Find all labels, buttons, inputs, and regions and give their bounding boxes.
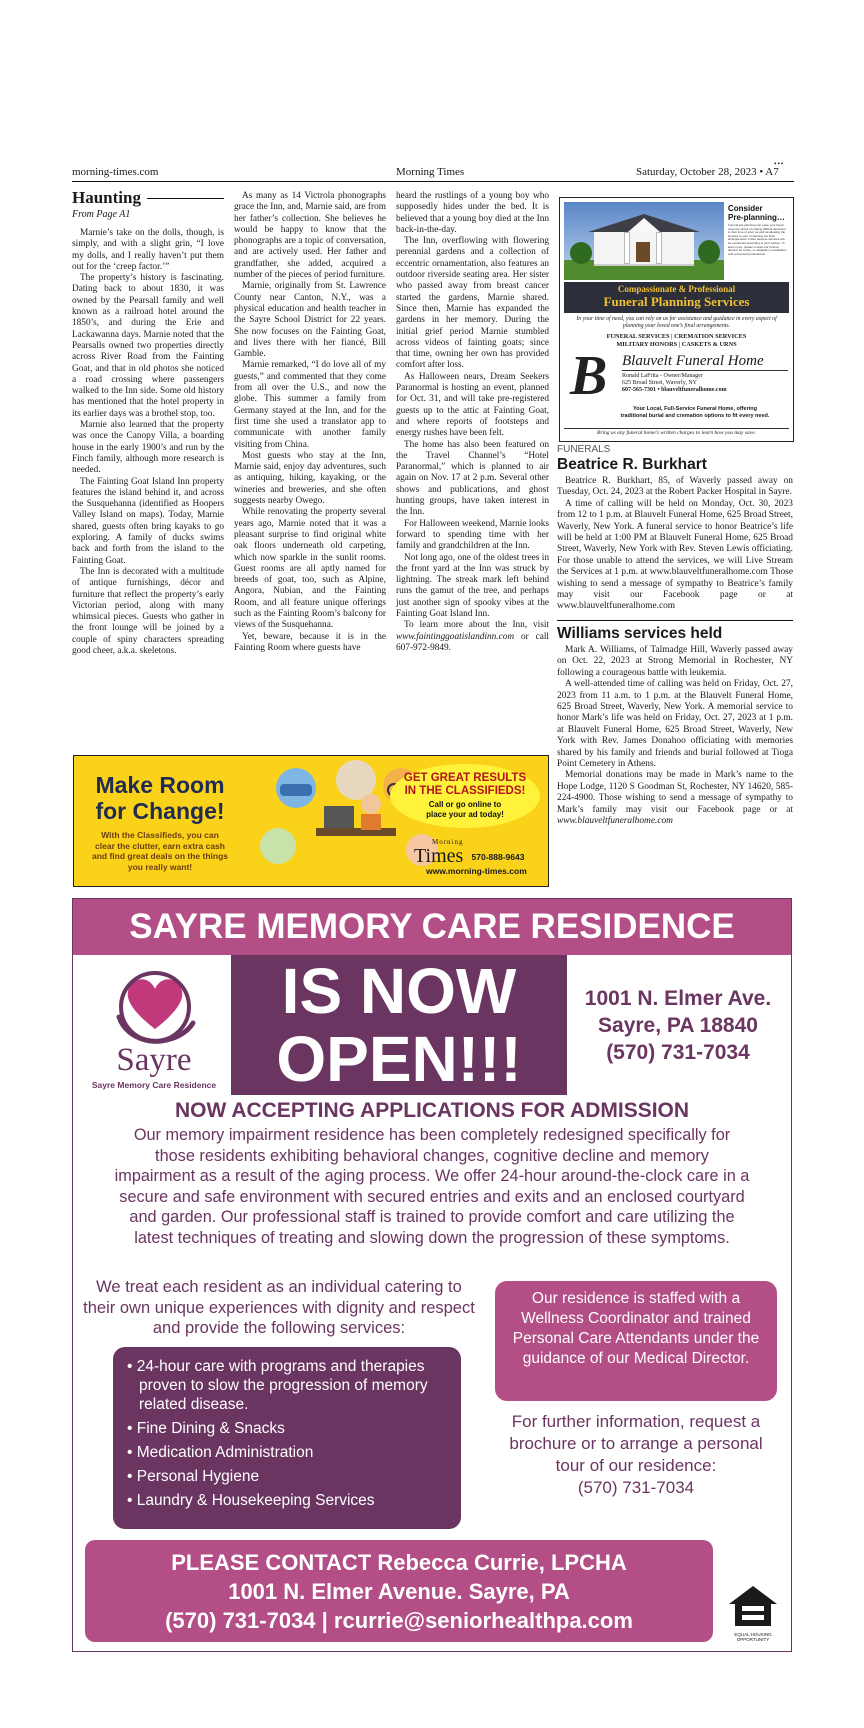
funeral-home-link[interactable]: www.blauveltfuneralhome.com [557,815,673,826]
preplanning-callout: Consider Pre-planning… Funeral pre-planning can ease your loved ones the stress of making difficult decisions in their time of grief, as well as allowing the choices to your of carrying out final arrangements. It also assures services will be conducted according to your wishes. To learn more, please contact our funeral director for a free, no-obligation consultation with a licensed professional. [728,204,787,256]
dog-bubble [260,828,296,864]
staffed-box: Our residence is staffed with a Wellness Coordinator and trained Personal Care Attendants under the guidance of our Medical Director. [495,1281,777,1401]
service-item: • Personal Hygiene [127,1468,260,1485]
logo-wordmark: Sayre [116,1042,192,1078]
services-list [113,1347,461,1529]
contact-panel: PLEASE CONTACT Rebecca Currie, LPCHA 1001 N. Elmer Avenue. Sayre, PA (570) 731-7034 | rcurrie@seniorhealthpa.com [85,1540,713,1642]
paragraph: Not long ago, one of the oldest trees in the front yard at the Inn was struck by lightning. The streak mark left behind runs the gamut of the tree, and perhaps just another sign of spooky vibes at the Fainting Goat Island Inn. [396,552,549,619]
funerals-label: FUNERALS [557,444,611,455]
classifieds-phone: 570-888-9643 [471,852,525,862]
site-url: morning-times.com [72,166,159,178]
paragraph: As many as 14 Victrola phonographs grace the Inn, and, Marnie said, are from her father’s collection. She believes he would be happy to know that the phonographs are a topic of conversation, and are actively used. Her father and grandfather, she added, acquired a number of the pieces of period furniture. [234,191,386,281]
treat-statement: We treat each resident as an individual catering to their own unique experiences with dignity and respect and provide the following services: [83,1278,475,1337]
heart-hand-logo-icon [109,965,201,1045]
classifieds-site[interactable]: www.morning-times.com [426,866,527,876]
memory-care-ad [72,898,792,1652]
further-info: For further information, request a brochure or to arrange a personal tour of our residence: (570) 731-7034 [493,1411,779,1499]
funeral-ad-bring: Bring us any funeral home’s written charges to learn how you may save. [564,428,789,436]
funeral-planning-ad [559,197,794,442]
paragraph: A time of calling will be held on Monday, Oct. 30, 2023 from 12 to 1 p.m. at Blauvelt Funeral Home, 625 Broad Street, Waverly, New York. A funeral service to honor Beatrice’s life will be held at 1:00 PM at Blauvelt Funeral Home, 625 Broad Street, Waverly, New York with Rev. Steven Lewis officiating. For those unable to attend the services, we will Live Stream the Services at 1 p.m. at www.blauveltfuneralhome.com Those wishing to send a message of sympathy to Beatrice’s family may visit our Facebook page or at www.blauveltfuneralhome.com [557,498,793,612]
paragraph: The Inn, overflowing with flowering perennial gardens and a collection of eccentric ornamentation, also features an outdoor riverside seating area. Her sister who passed away from breast cancer started the gardens, Marnie shared. Since then, Marnie has expanded the gardens in her memory. During the initial grief period Marnie stumbled across videos of fainting goats; since that time, owning her own has provided comfort after loss. [396,236,549,371]
person-body [361,814,381,830]
issue-date: Saturday, October 28, 2023 • A7 [636,166,779,178]
person-head [361,794,381,814]
results-bubble: GET GREAT RESULTS IN THE CLASSIFIEDS! Call or go online to place your ad today! [390,764,540,828]
further-phone[interactable]: (570) 731-7034 [577,1478,695,1497]
services-banner: Compassionate & Professional Funeral Planning Services [564,282,789,313]
paragraph: A well-attended time of calling was held on Friday, Oct. 27, 2023 from 11 a.m. to 1 p.m. at the Blauvelt Funeral Home, 625 Broad Street, Waverly, New York. A memorial service to honor Mark’s life was held on Friday, Oct. 27, 2023 at 1 p.m. at Blauvelt Funeral Home, 625 Broad Street, Waverly, New York with Rev. James Donahoo officiating with memories shared by his family and friends and burial followed at Tioga Point Cemetery in Athens. [557,679,793,769]
paragraph: Yet, beware, because it is in the Fainting Room where guests have [234,631,386,653]
paragraph: To learn more about the Inn, visit www.faintinggoatislandinn.com or call 607-972-9849. [396,620,549,653]
contact-email[interactable]: (570) 731-7034 | rcurrie@seniorhealthpa.com [165,1608,633,1633]
inn-website-link[interactable]: www.faintinggoatislandinn.com [396,631,515,642]
blauvelt-contact: Blauvelt Funeral Home Ronald LaFrita - Owner/Manager 625 Broad Street, Waverly, NY 607-565-7301 • blauveltfuneralhome.com [622,353,788,394]
funeral-ad-blurb: In your time of need, you can rely on us for assistance and guidance in every aspect of planning your loved one’s final arrangements. [576,316,777,329]
header-rule [72,181,794,182]
article-column-1 [72,188,224,657]
paragraph: For Halloween weekend, Marnie looks forward to spending time with her family and grandchildren at the Inn. [396,518,549,552]
article-column-3 [396,191,549,654]
accepting-headline: NOW ACCEPTING APPLICATIONS FOR ADMISSION [174,1099,690,1122]
car-icon [280,784,312,796]
equal-housing-label: EQUAL HOUSING OPPORTUNITY [734,1632,772,1642]
paragraph: Mark A. Williams, of Talmadge Hill, Waverly passed away on Oct. 22, 2023 at Strong Memorial in Rochester, NY following a courageous battle with leukemia. [557,644,793,678]
morning-times-logo: Morning Times 570-888-9643 www.morning-times.com [414,839,544,876]
classifieds-headline: Make Room for Change! With the Classifieds, you can clear the clutter, earn extra cash and find great deals on the things you really want! [92,772,229,872]
service-item: • Fine Dining & Snacks [127,1420,285,1437]
funeral-ad-local: Your Local, Full-Service Funeral Home, offering traditional burial and cremation options to fit every need. [620,406,770,419]
paragraph: The Fainting Goat Island Inn property features the island behind it, and across the Susquehanna (identified as Hoopers Valley Island on maps). Today, Marnie shared, guests often bring kayaks to go exploring. A family of ducks swims back and forth from the island to the Fainting Goat. [72,476,224,566]
paragraph: heard the rustlings of a young boy who supposedly hides under the bed. It is believed that a young boy died at the Inn back-in-the-day. [396,191,549,235]
paragraph: Marnie also learned that the property was once the Canopy Villa, a boarding house in the early 1900’s and run by the Finch family, although more research is needed. [72,420,224,476]
jump-line: From Page A1 [72,209,131,220]
article-column-2 [234,191,386,654]
now-open-panel: IS NOW OPEN!!! [231,955,567,1095]
paragraph: The property’s history is fascinating. Dating back to about 1830, it was owned by the Pearsall family and well known as a railroad hotel around the 1850’s, and during the Erie and Lackawanna days. Marnie noted that the Pearsalls owned two properties directly across River Road from the Fainting Goat, and that in old photos she noticed a road crossing where passengers walked to the Inn side. Some old history has mentioned that the hotel property in its earlier days was a brothel stop, too. [72,273,224,419]
paragraph: The home has also been featured on the Travel Channel’s “Hotel Paranormal,” which is planned to air again on Nov. 17 at 2 p.m. Several other shows and publications, and ghost hunting groups, have taken interest in the Inn. [396,439,549,518]
dots-icon: ••• [774,160,785,168]
paper-name: Morning Times [396,166,465,178]
article-title: Haunting [72,188,141,207]
paragraph: As Halloween nears, Dream Seekers Paranormal is hosting an event, planned for Oct. 31, and will take pre-registered guests up to the attic at Fainting Goat, and where reports of footsteps and energy rushes have been felt. [396,371,549,439]
paragraph: Beatrice R. Burkhart, 85, of Waverly passed away on Tuesday, Oct. 24, 2023 at the Robert Packer Hospital in Sayre. [557,476,793,498]
paragraph: Marnie, originally from St. Lawrence County near Canton, N.Y., was a physical education and health teacher in the Sayre School District for 22 years. She now focuses on the Fainting Goat, and lives there with her fiancé, Bill Gamble. [234,281,386,360]
blauvelt-monogram: B [570,345,608,407]
obit-title: Williams services held [557,624,723,642]
paragraph: The Inn is decorated with a multitude of antique furnishings, décor and furniture that reflect the property’s early Victorian period, along with many whimsical pieces. Guests who gather in the front lounge will be joined by a couple of spiny characters spreading good cheer, a.k.a. skeletons. [72,566,224,656]
paragraph: Memorial donations may be made in Mark’s name to the Hope Lodge, 1120 S Goodman St, Rochester, NY 14620, 585-224-4900. Those wishing to send a message of sympathy to Mark’s family may visit our Facebook page or at www.blauveltfuneralhome.com [557,770,793,826]
obit-title: Beatrice R. Burkhart [557,456,707,473]
service-item: • 24-hour care with programs and therapies proven to slow the progression of memory related disease. [127,1358,428,1413]
paragraph: Marnie remarked, “I do love all of my guests,” and commented that they come from all over the U.S., and now the globe. This summer a family from Germany stayed at the Inn, and for the first time she used a translator app to communicate with another family visiting from China. [234,360,386,450]
service-item: • Medication Administration [127,1444,314,1461]
obit-divider [557,620,793,621]
laptop-icon [324,806,354,828]
memory-care-address: 1001 N. Elmer Ave. Sayre, PA 18840 (570) 731-7034 [584,987,772,1064]
paragraph: Most guests who stay at the Inn, Marnie said, enjoy day adventures, such as antiquing, hiking, kayaking, or the wineries and breweries, and she often suggests nearby Owego. [234,450,386,507]
desk [316,828,396,836]
paragraph: Marnie’s take on the dolls, though, is simply, and with a slight grin, “I love my dolls, and I really haven’t put them out for the ‘creep factor.’” [72,228,224,272]
classifieds-ad [73,755,549,887]
paragraph: While renovating the property several years ago, Marnie noted that it was a pleasant surprise to find original white oak floors underneath old carpeting, which now sparkle in the sunlit rooms. Guest rooms are all aptly named for breeds of goat, too, such as Alpine, Angora, Nubian, and the Fainting Room, and all feature unique offerings such as the Fainting Room’s balcony for views of the Susquehanna. [234,507,386,631]
logo-subtitle: Sayre Memory Care Residence [91,1080,217,1090]
memory-care-intro: Our memory impairment residence has been completely redesigned specifically for those residents exhibiting behavioral changes, cognitive decline and memory impairment as a result of the aging process. We offer 24-hour around-the-clock care in a secure and safe environment with secured entries and exits and an enclosed courtyard and garden. Our professional staff is trained to provide comfort and care utilizing the latest techniques of treating and slowing down the progression of these symptoms. [114,1126,750,1247]
title-rule [147,198,224,199]
funerals-section [557,444,793,827]
funeral-home-photo [564,202,724,280]
tools-bubble [336,760,376,800]
memory-care-banner: SAYRE MEMORY CARE RESIDENCE [73,899,791,955]
equal-housing-icon [725,1584,781,1632]
service-item: • Laundry & Housekeeping Services [127,1492,375,1509]
funeral-ad-services: FUNERAL SERVICES | CREMATION SERVICES MILITARY HONORS | CASKETS & URNS [606,333,747,348]
